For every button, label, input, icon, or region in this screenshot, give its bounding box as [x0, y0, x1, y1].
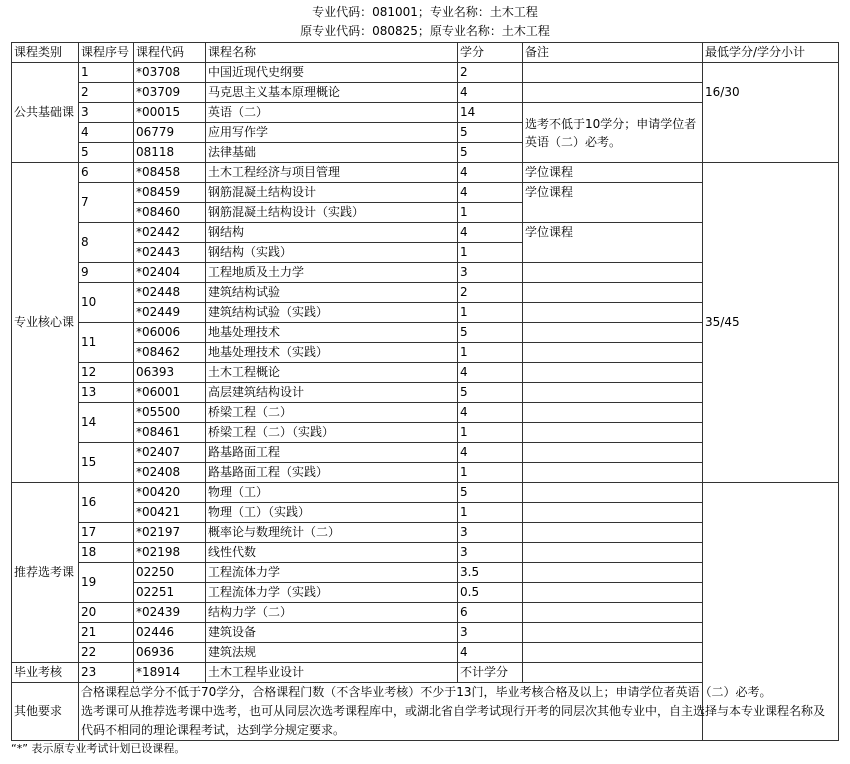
subtotal-public-text: 16/30	[705, 85, 740, 99]
cell-remark	[523, 403, 703, 423]
cell-seq: 20	[79, 603, 134, 623]
cell-name: 钢筋混凝土结构设计（实践）	[206, 203, 458, 223]
cell-remark	[523, 363, 703, 383]
cell-remark	[523, 383, 703, 403]
category-elective: 推荐选考课	[12, 483, 79, 663]
col-header-subtotal: 最低学分/学分小计	[703, 43, 839, 63]
cell-credit: 1	[458, 303, 523, 323]
table-row	[12, 483, 839, 503]
remark-public-note: 选考不低于10学分；申请学位者英语（二）必考。	[523, 103, 703, 163]
cell-credit: 2	[458, 283, 523, 303]
cell-code: *08460	[134, 203, 206, 223]
cell-code: *02198	[134, 543, 206, 563]
cell-name: 地基处理技术（实践）	[206, 343, 458, 363]
cell-name: 建筑法规	[206, 643, 458, 663]
cell-credit: 4	[458, 443, 523, 463]
cell-name: 土木工程经济与项目管理	[206, 163, 458, 183]
cell-seq: 14	[79, 403, 134, 443]
cell-name: 工程流体力学	[206, 563, 458, 583]
cell-seq: 7	[79, 183, 134, 223]
other-requirements-row	[12, 683, 839, 741]
cell-name: 中国近现代史纲要	[206, 63, 458, 83]
cell-remark	[523, 603, 703, 623]
cell-name: 路基路面工程	[206, 443, 458, 463]
cell-credit: 1	[458, 423, 523, 443]
cell-name: 桥梁工程（二）（实践）	[206, 423, 458, 443]
cell-name: 物理（工）（实践）	[206, 503, 458, 523]
cell-name: 物理（工）	[206, 483, 458, 503]
cell-remark	[523, 463, 703, 483]
cell-remark	[523, 303, 703, 323]
cell-code: *03708	[134, 63, 206, 83]
cell-name: 土木工程概论	[206, 363, 458, 383]
cell-credit: 3	[458, 623, 523, 643]
cell-seq: 18	[79, 543, 134, 563]
cell-code: *02197	[134, 523, 206, 543]
cell-name: 钢筋混凝土结构设计	[206, 183, 458, 203]
cell-credit: 5	[458, 143, 523, 163]
cell-code: *03709	[134, 83, 206, 103]
cell-seq: 11	[79, 323, 134, 363]
cell-credit: 4	[458, 403, 523, 423]
cell-remark	[523, 563, 703, 583]
cell-name: 高层建筑结构设计	[206, 383, 458, 403]
cell-credit: 5	[458, 483, 523, 503]
cell-name: 土木工程毕业设计	[206, 663, 458, 683]
cell-credit: 4	[458, 223, 523, 243]
cell-code: 08118	[134, 143, 206, 163]
cell-credit: 3	[458, 523, 523, 543]
cell-remark	[523, 503, 703, 523]
cell-credit: 3	[458, 543, 523, 563]
col-header-credit: 学分	[458, 43, 523, 63]
remark-degree-2: 学位课程	[523, 183, 703, 223]
other-requirements-line-1: 合格课程总学分不低于70学分，合格课程门数（不含毕业考核）不少于13门，毕业考核合格及以上；申请学位者英语（二）必考。	[81, 685, 772, 699]
category-graduation: 毕业考核	[12, 663, 79, 683]
cell-code: *02448	[134, 283, 206, 303]
cell-code: *08461	[134, 423, 206, 443]
other-requirements-text	[79, 683, 839, 741]
cell-code: 06936	[134, 643, 206, 663]
cell-remark	[523, 483, 703, 503]
cell-code: 02446	[134, 623, 206, 643]
cell-credit: 14	[458, 103, 523, 123]
cell-remark	[523, 623, 703, 643]
cell-code: *02449	[134, 303, 206, 323]
cell-remark	[523, 343, 703, 363]
table-row	[12, 163, 839, 183]
cell-remark	[523, 323, 703, 343]
cell-credit: 5	[458, 123, 523, 143]
cell-credit: 4	[458, 643, 523, 663]
cell-name: 结构力学（二）	[206, 603, 458, 623]
cell-name: 建筑设备	[206, 623, 458, 643]
col-header-name: 课程名称	[206, 43, 458, 63]
cell-credit: 1	[458, 243, 523, 263]
header-line-1: 专业代码：081001；专业名称：土木工程	[312, 5, 538, 19]
table-row	[12, 63, 839, 83]
cell-name: 工程地质及土力学	[206, 263, 458, 283]
cell-seq: 23	[79, 663, 134, 683]
cell-code: *18914	[134, 663, 206, 683]
cell-credit: 1	[458, 343, 523, 363]
cell-remark	[523, 423, 703, 443]
course-plan-table	[11, 42, 839, 741]
cell-name: 建筑结构试验（实践）	[206, 303, 458, 323]
cell-remark	[523, 523, 703, 543]
cell-name: 线性代数	[206, 543, 458, 563]
cell-code: *00015	[134, 103, 206, 123]
cell-remark	[523, 663, 703, 683]
subtotal-public	[703, 63, 839, 163]
cell-code: *02404	[134, 263, 206, 283]
cell-code: *02408	[134, 463, 206, 483]
cell-seq: 22	[79, 643, 134, 663]
cell-credit: 0.5	[458, 583, 523, 603]
remark-degree-3: 学位课程	[523, 223, 703, 263]
col-header-code: 课程代码	[134, 43, 206, 63]
remark-degree-1: 学位课程	[523, 163, 703, 183]
cell-credit: 3	[458, 263, 523, 283]
cell-seq: 6	[79, 163, 134, 183]
cell-seq: 15	[79, 443, 134, 483]
col-header-remark: 备注	[523, 43, 703, 63]
subtotal-core: 35/45	[703, 163, 839, 483]
cell-code: 06393	[134, 363, 206, 383]
cell-name: 英语（二）	[206, 103, 458, 123]
cell-code: *02443	[134, 243, 206, 263]
cell-seq: 16	[79, 483, 134, 523]
cell-name: 地基处理技术	[206, 323, 458, 343]
category-core: 专业核心课	[12, 163, 79, 483]
cell-remark	[523, 643, 703, 663]
cell-seq: 5	[79, 143, 134, 163]
cell-name: 建筑结构试验	[206, 283, 458, 303]
cell-name: 工程流体力学（实践）	[206, 583, 458, 603]
cell-remark	[523, 443, 703, 463]
cell-credit: 1	[458, 463, 523, 483]
other-requirements-line-2: 选考课可从推荐选考课中选考，也可从同层次选考课程库中，或湖北省自学考试现行开考的同层次其他专业中，自主选择与本专业课程名称及代码不相同的理论课程考试，达到学分规定要求。	[81, 704, 826, 737]
cell-credit: 1	[458, 203, 523, 223]
cell-name: 钢结构	[206, 223, 458, 243]
cell-seq: 10	[79, 283, 134, 323]
header-line-2: 原专业代码：080825；原专业名称：土木工程	[300, 24, 550, 38]
header-row	[12, 43, 839, 63]
cell-credit: 4	[458, 363, 523, 383]
category-public: 公共基础课	[12, 63, 79, 163]
cell-code: *00420	[134, 483, 206, 503]
cell-code: 02250	[134, 563, 206, 583]
cell-code: *08458	[134, 163, 206, 183]
cell-seq: 4	[79, 123, 134, 143]
cell-name: 法律基础	[206, 143, 458, 163]
cell-code: *02442	[134, 223, 206, 243]
cell-name: 桥梁工程（二）	[206, 403, 458, 423]
cell-credit: 4	[458, 183, 523, 203]
cell-seq: 3	[79, 103, 134, 123]
cell-name: 应用写作学	[206, 123, 458, 143]
cell-remark	[523, 63, 703, 83]
category-other: 其他要求	[12, 683, 79, 741]
cell-code: *02439	[134, 603, 206, 623]
cell-remark	[523, 283, 703, 303]
cell-code: *02407	[134, 443, 206, 463]
cell-code: 06779	[134, 123, 206, 143]
cell-code: *08462	[134, 343, 206, 363]
cell-name: 概率论与数理统计（二）	[206, 523, 458, 543]
cell-credit: 5	[458, 323, 523, 343]
cell-seq: 8	[79, 223, 134, 263]
col-header-category: 课程类别	[12, 43, 79, 63]
cell-seq: 19	[79, 563, 134, 603]
cell-seq: 2	[79, 83, 134, 103]
cell-name: 路基路面工程（实践）	[206, 463, 458, 483]
cell-credit: 不计学分	[458, 663, 523, 683]
cell-credit: 5	[458, 383, 523, 403]
cell-credit: 2	[458, 63, 523, 83]
cell-code: *06006	[134, 323, 206, 343]
cell-code: *00421	[134, 503, 206, 523]
footnote: “*” 表示原专业考试计划已设课程。	[11, 742, 186, 755]
cell-seq: 13	[79, 383, 134, 403]
cell-credit: 4	[458, 83, 523, 103]
cell-name: 马克思主义基本原理概论	[206, 83, 458, 103]
cell-credit: 4	[458, 163, 523, 183]
cell-seq: 1	[79, 63, 134, 83]
cell-remark	[523, 83, 703, 103]
cell-code: *05500	[134, 403, 206, 423]
cell-seq: 17	[79, 523, 134, 543]
cell-remark	[523, 263, 703, 283]
cell-remark	[523, 583, 703, 603]
cell-name: 钢结构（实践）	[206, 243, 458, 263]
cell-seq: 9	[79, 263, 134, 283]
cell-credit: 6	[458, 603, 523, 623]
cell-remark	[523, 543, 703, 563]
col-header-seq: 课程序号	[79, 43, 134, 63]
cell-credit: 3.5	[458, 563, 523, 583]
cell-code: *08459	[134, 183, 206, 203]
cell-seq: 12	[79, 363, 134, 383]
cell-code: 02251	[134, 583, 206, 603]
cell-code: *06001	[134, 383, 206, 403]
cell-seq: 21	[79, 623, 134, 643]
cell-credit: 1	[458, 503, 523, 523]
